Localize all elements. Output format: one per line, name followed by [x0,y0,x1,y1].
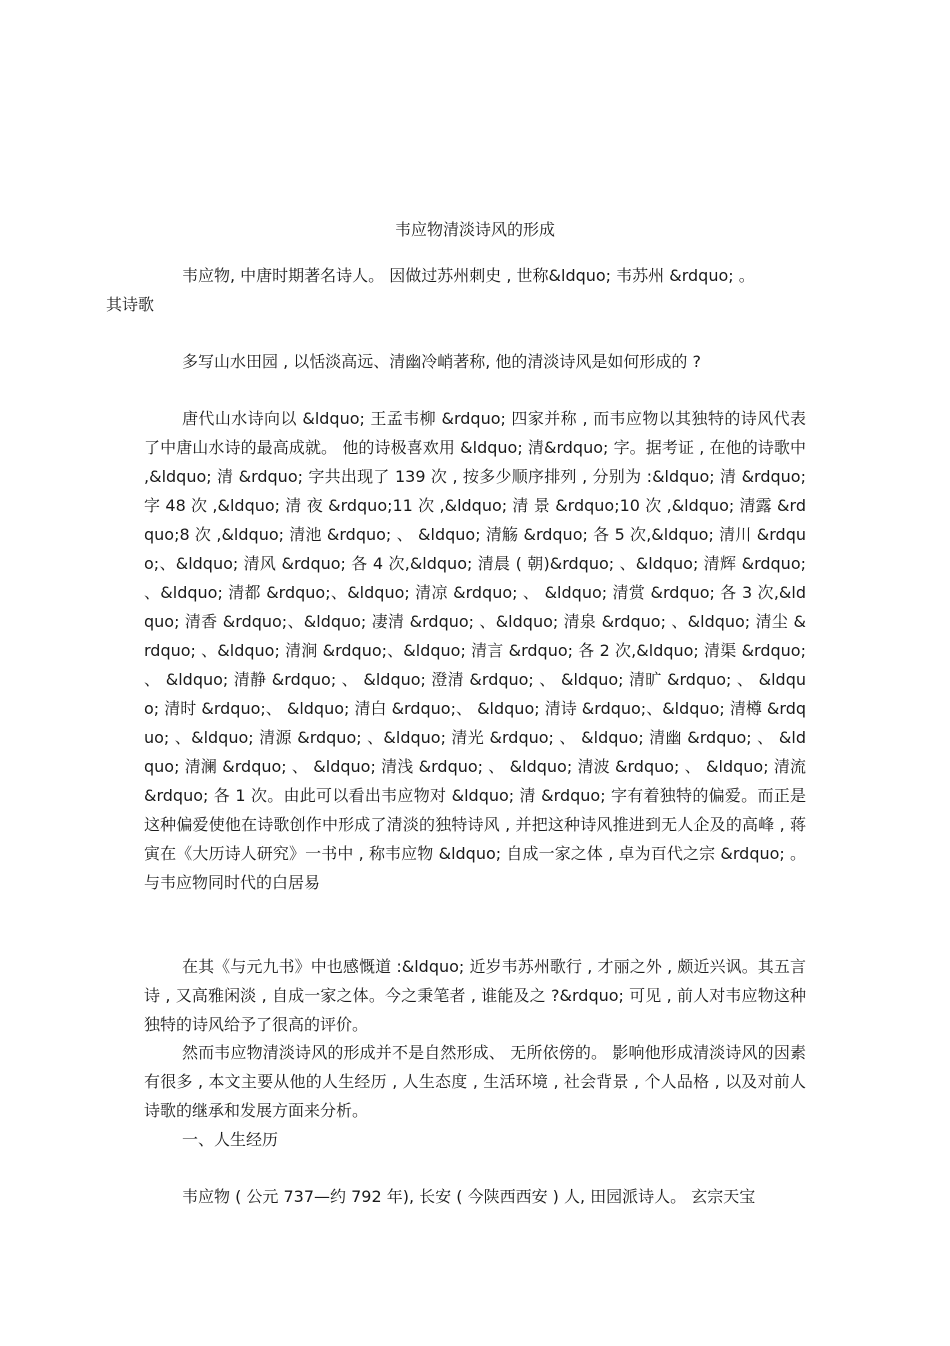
paragraph-question: 多写山水田园 , 以恬淡高远、清幽冷峭著称, 他的清淡诗风是如何形成的 ? [182,352,702,371]
section-heading: 一、人生经历 [182,1130,279,1149]
paragraph-intro [106,261,806,319]
paragraph-qing-statistics: 唐代山水诗向以 &ldquo; 王孟韦柳 &rdquo; 四家并称 , 而韦应物以其独特的诗风代表了中唐山水诗的最高成就。 他的诗极喜欢用 &ldquo; 清&rdquo; 字。据考证 , 在他的诗歌中 ,&ldquo; 清 &rdquo; 字共出现了 139 次 , 按多少顺序排列 , 分别为 :&ldquo; 清 &rdquo; 字 48 次 ,&ldquo; 清 夜 &rdquo;11 次 ,&ldquo; 清 景 &rdquo;10 次 ,&ldquo; 清露 &rdquo;8 次 ,&ldquo; 清池 &rdquo; 、 &ldquo; 清觞 &rdquo; 各 5 次,&ldquo; 清川 &rdquo;、&ldquo; 清风 &rdquo; 各 4 次,&ldquo; 清晨 ( 朝)&rdquo; 、&ldquo; 清辉 &rdquo; 、&ldquo; 清都 &rdquo;、&ldquo; 清凉 &rdquo; 、 &ldquo; 清赏 &rdquo; 各 3 次,&ldquo; 清香 &rdquo;、&ldquo; 凄清 &rdquo; 、&ldquo; 清泉 &rdquo; 、&ldquo; 清尘 &rdquo; 、&ldquo; 清涧 &rdquo;、&ldquo; 清言 &rdquo; 各 2 次,&ldquo; 清渠 &rdquo; 、 &ldquo; 清静 &rdquo; 、 &ldquo; 澄清 &rdquo; 、 &ldquo; 清旷 &rdquo; 、 &ldquo; 清时 &rdquo;、 &ldquo; 清白 &rdquo;、 &ldquo; 清诗 &rdquo;、&ldquo; 清樽 &rdquo; 、&ldquo; 清源 &rdquo; 、&ldquo; 清光 &rdquo; 、 &ldquo; 清幽 &rdquo; 、 &ldquo; 清澜 &rdquo; 、 &ldquo; 清浅 &rdquo; 、 &ldquo; 清波 &rdquo; 、 &ldquo; 清流 &rdquo; 各 1 次。由此可以看出韦应物对 &ldquo; 清 &rdquo; 字有着独特的偏爱。而正是这种偏爱使他在诗歌创作中形成了清淡的独特诗风 , 并把这种诗风推进到无人企及的高峰 , 蒋寅在《大历诗人研究》一书中 , 称韦应物 &ldquo; 自成一家之体 , 卓为百代之宗 &rdquo; 。与韦应物同时代的白居易 [144,409,807,892]
paragraph-intro-line1: 韦应物, 中唐时期著名诗人。 因做过苏州刺史 , 世称&ldquo; 韦苏州 &rdquo; 。 [182,266,755,285]
paragraph-factors: 然而韦应物清淡诗风的形成并不是自然形成、 无所依傍的。 影响他形成清淡诗风的因素有很多 , 本文主要从他的人生经历 , 人生态度 , 生活环境 , 社会背景 , 个人品格 , 以及对前人诗歌的继承和发展方面来分析。 [144,1043,806,1120]
document-title: 韦应物清淡诗风的形成 [394,220,555,239]
paragraph-life: 韦应物 ( 公元 737—约 792 年), 长安 ( 今陕西西安 ) 人, 田园派诗人。 玄宗天宝 [182,1187,756,1206]
paragraph-bai-juyi: 在其《与元九书》中也感慨道 :&ldquo; 近岁韦苏州歌行 , 才丽之外 , 颇近兴讽。其五言诗 , 又高雅闲淡 , 自成一家之体。今之秉笔者 , 谁能及之 ?&rdquo; 可见 , 前人对韦应物这种独特的诗风给予了很高的评价。 [144,957,806,1034]
paragraph-intro-line2: 其诗歌 [106,295,155,314]
